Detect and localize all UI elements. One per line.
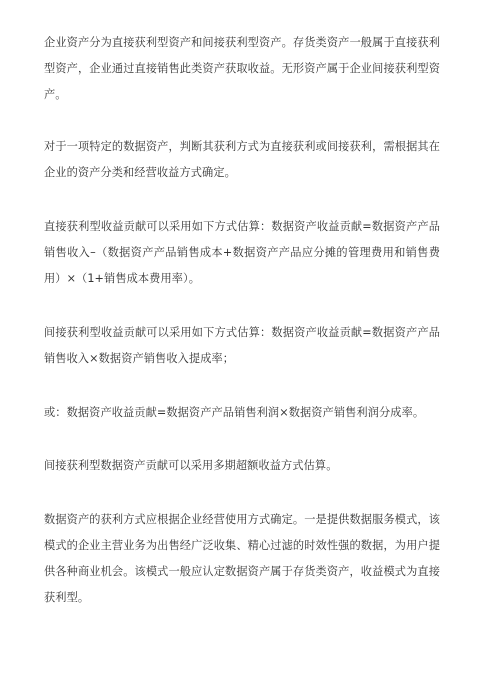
paragraph-asset-classification: 企业资产分为直接获利型资产和间接获利型资产。存货类资产一般属于直接获利型资产，企业通过直接销售此类资产获取收益。无形资产属于企业间接获利型资产。	[44, 36, 440, 101]
paragraph-multi-period-excess-earnings: 间接获利型数据资产贡献可以采用多期超额收益方式估算。	[44, 459, 338, 472]
paragraph-indirect-profit-formula: 间接获利型收益贡献可以采用如下方式估算：数据资产收益贡献=数据资产产品销售收入×数据资产销售收入提成率；	[44, 326, 440, 365]
document-body	[44, 30, 440, 611]
paragraph-direct-profit-formula: 直接获利型收益贡献可以采用如下方式估算：数据资产收益贡献=数据资产产品销售收入–（数据资产产品销售成本+数据资产产品应分摊的管理费用和销售费用）×（1+销售成本费用率）。	[44, 220, 440, 285]
paragraph-alternative-formula: 或：数据资产收益贡献=数据资产产品销售利润×数据资产销售利润分成率。	[44, 406, 425, 419]
paragraph-profit-method-determination: 对于一项特定的数据资产，判断其获利方式为直接获利或间接获利，需根据其在企业的资产分类和经营收益方式确定。	[44, 140, 440, 179]
paragraph-data-service-model: 数据资产的获利方式应根据企业经营使用方式确定。一是提供数据服务模式，该模式的企业主营业务为出售经广泛收集、精心过滤的时效性强的数据，为用户提供各种商业机会。该模式一般应认定数据资产属于存货类资产，收益模式为直接获利型。	[44, 513, 440, 604]
